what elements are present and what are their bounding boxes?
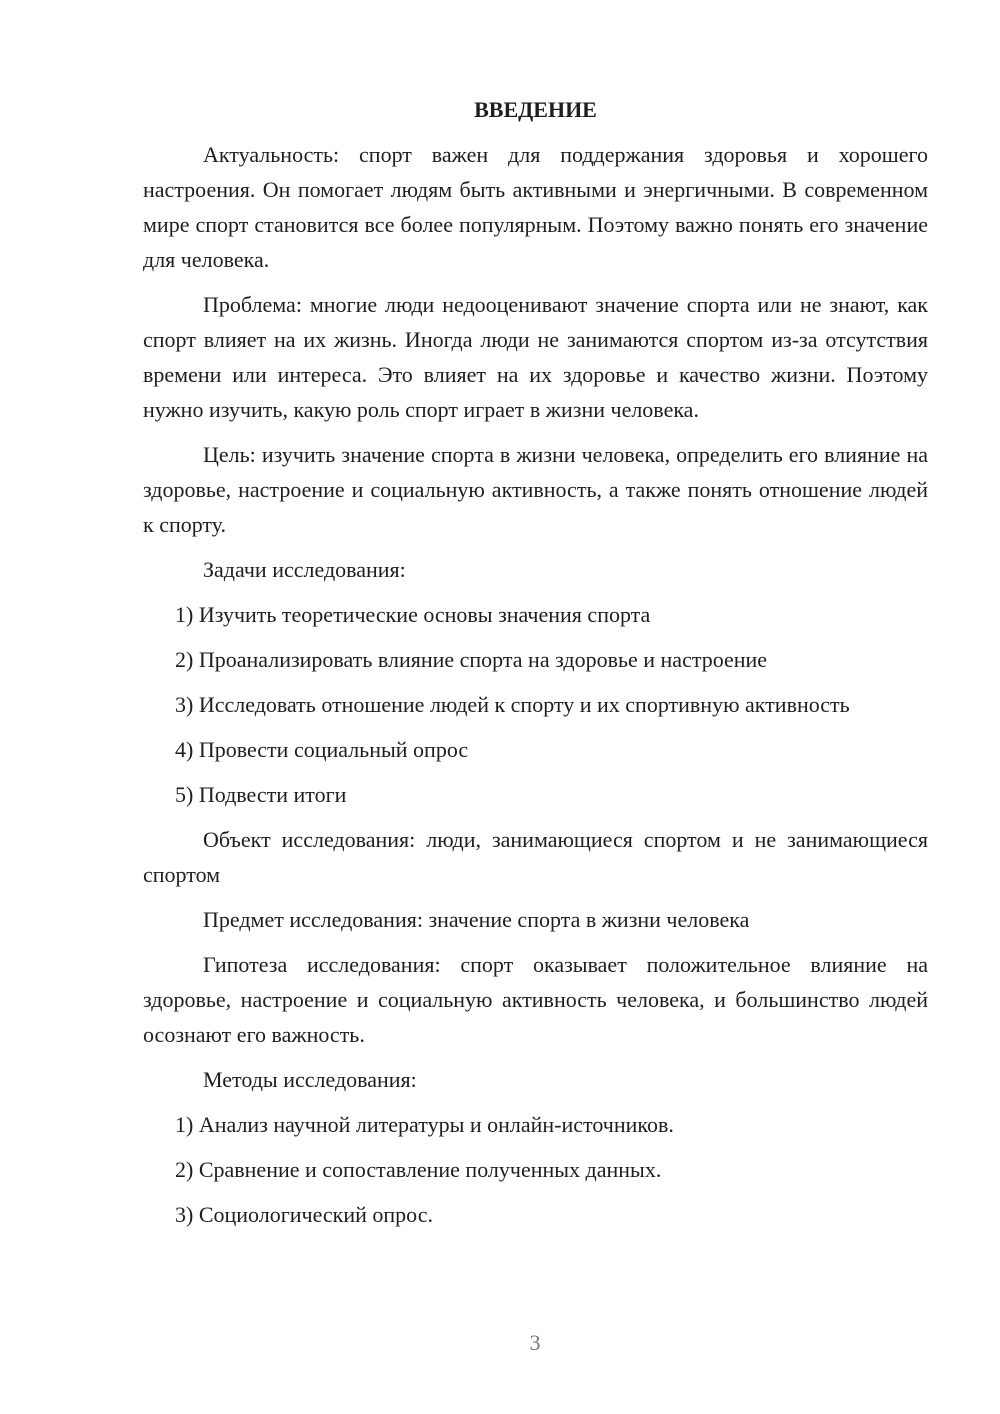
task-item-1: 1) Изучить теоретические основы значения спорта [175, 602, 651, 627]
hypothesis-paragraph: Гипотеза исследования: спорт оказывает положительное влияние на здоровье, настроение и социальную активность человека, и большинство людей осознают его важность. [143, 952, 928, 1047]
method-item-3: 3) Социологический опрос. [175, 1202, 433, 1227]
task-item-5: 5) Подвести итоги [175, 782, 347, 807]
subject-paragraph: Предмет исследования: значение спорта в жизни человека [203, 907, 750, 932]
relevance-paragraph: Актуальность: спорт важен для поддержания здоровья и хорошего настроения. Он помогает людям быть активными и энергичными. В современном мире спорт становится все более популярным. Поэтому важно понять его значение для человека. [143, 142, 928, 272]
task-item-2: 2) Проанализировать влияние спорта на здоровье и настроение [175, 647, 768, 672]
section-title: ВВЕДЕНИЕ [474, 97, 597, 122]
goal-paragraph: Цель: изучить значение спорта в жизни человека, определить его влияние на здоровье, настроение и социальную активность, а также понять отношение людей к спорту. [143, 442, 928, 537]
method-item-2: 2) Сравнение и сопоставление полученных данных. [175, 1157, 662, 1182]
task-item-4: 4) Провести социальный опрос [175, 737, 469, 762]
object-paragraph: Объект исследования: люди, занимающиеся спортом и не занимающиеся спортом [143, 827, 928, 887]
problem-paragraph: Проблема: многие люди недооценивают значение спорта или не знают, как спорт влияет на их жизнь. Иногда люди не занимаются спортом из-за отсутствия времени или интереса. Это влияет на их здоровье и качество жизни. Поэтому нужно изучить, какую роль спорт играет в жизни человека. [143, 292, 928, 422]
page-content [143, 92, 928, 1232]
tasks-heading: Задачи исследования: [203, 557, 406, 582]
method-item-1: 1) Анализ научной литературы и онлайн-источников. [175, 1112, 674, 1137]
task-item-3: 3) Исследовать отношение людей к спорту и их спортивную активность [175, 692, 850, 717]
methods-heading: Методы исследования: [203, 1067, 417, 1092]
page-number: 3 [529, 1330, 541, 1355]
